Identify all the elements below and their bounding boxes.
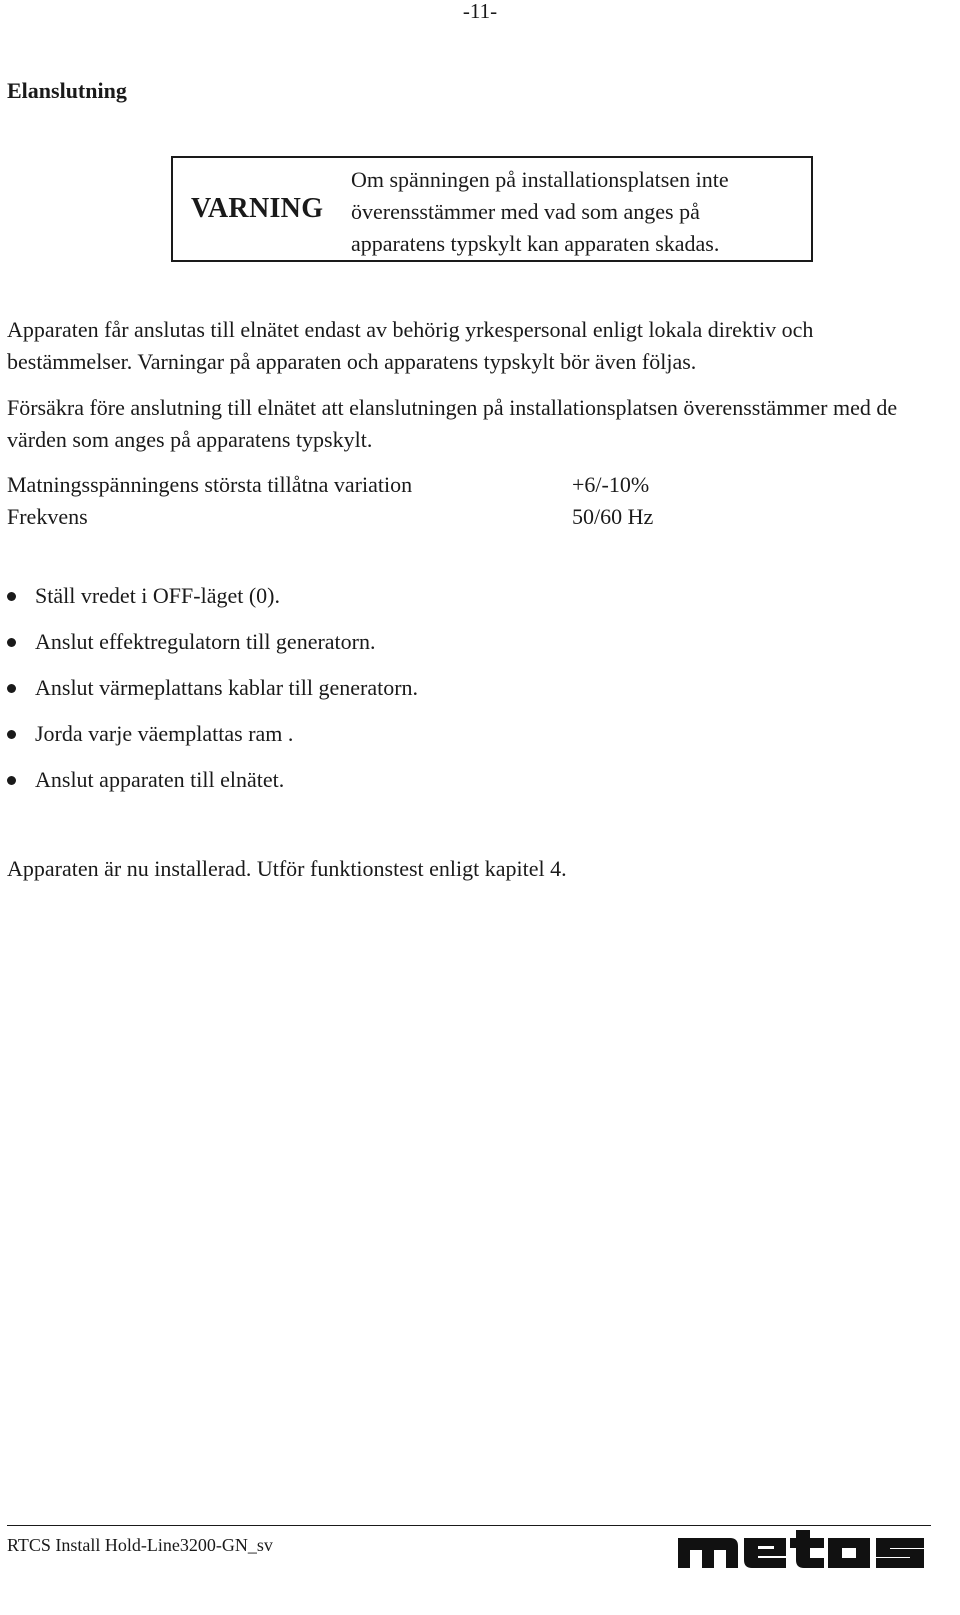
footer-document-id: RTCS Install Hold-Line3200-GN_sv	[7, 1535, 273, 1555]
warning-box	[171, 156, 813, 262]
paragraph-verify-connection: Försäkra före anslutning till elnätet att elanslutningen på installationsplatsen överensstämmer med de värden som anges på apparatens typskylt.	[7, 395, 898, 452]
bullet-icon	[7, 684, 16, 693]
logo-text: metos	[800, 1554, 804, 1555]
spec-value: 50/60 Hz	[572, 504, 654, 529]
list-item-text: Anslut värmeplattans kablar till generatorn.	[35, 675, 419, 700]
page-number: -11-	[462, 0, 498, 23]
paragraph-authorized-personnel: Apparaten får anslutas till elnätet endast av behörig yrkespersonal enligt lokala direktiv och bestämmelser. Varningar på apparaten och apparatens typskylt bör även följas.	[7, 317, 814, 374]
bullet-icon	[7, 730, 16, 739]
warning-label: VARNING	[191, 193, 324, 224]
spec-row-frequency	[7, 501, 937, 533]
spec-value: +6/-10%	[572, 472, 650, 497]
list-item-text: Jorda varje väemplattas ram .	[35, 721, 294, 746]
spec-label: Matningsspänningens största tillåtna variation	[7, 472, 413, 497]
installation-steps-list	[0, 580, 418, 810]
list-item	[0, 672, 418, 718]
list-item	[0, 580, 418, 626]
section-heading: Elanslutning	[7, 78, 127, 103]
list-item	[0, 718, 418, 764]
metos-logo	[678, 1530, 926, 1568]
bullet-icon	[7, 592, 16, 601]
spec-label: Frekvens	[7, 504, 88, 529]
spec-row-voltage-variation	[7, 469, 937, 501]
warning-text: Om spänningen på installationsplatsen inte överensstämmer med vad som anges på apparatens typskylt kan apparaten skadas.	[351, 167, 729, 256]
list-item	[0, 764, 418, 810]
list-item	[0, 626, 418, 672]
bullet-icon	[7, 638, 16, 647]
logo-mark	[678, 1530, 924, 1568]
conclusion-text: Apparaten är nu installerad. Utför funktionstest enligt kapitel 4.	[7, 856, 567, 881]
footer-divider	[7, 1525, 931, 1526]
list-item-text: Anslut effektregulatorn till generatorn.	[35, 629, 376, 654]
list-item-text: Ställ vredet i OFF-läget (0).	[35, 583, 281, 608]
bullet-icon	[7, 776, 16, 785]
list-item-text: Anslut apparaten till elnätet.	[35, 767, 285, 792]
